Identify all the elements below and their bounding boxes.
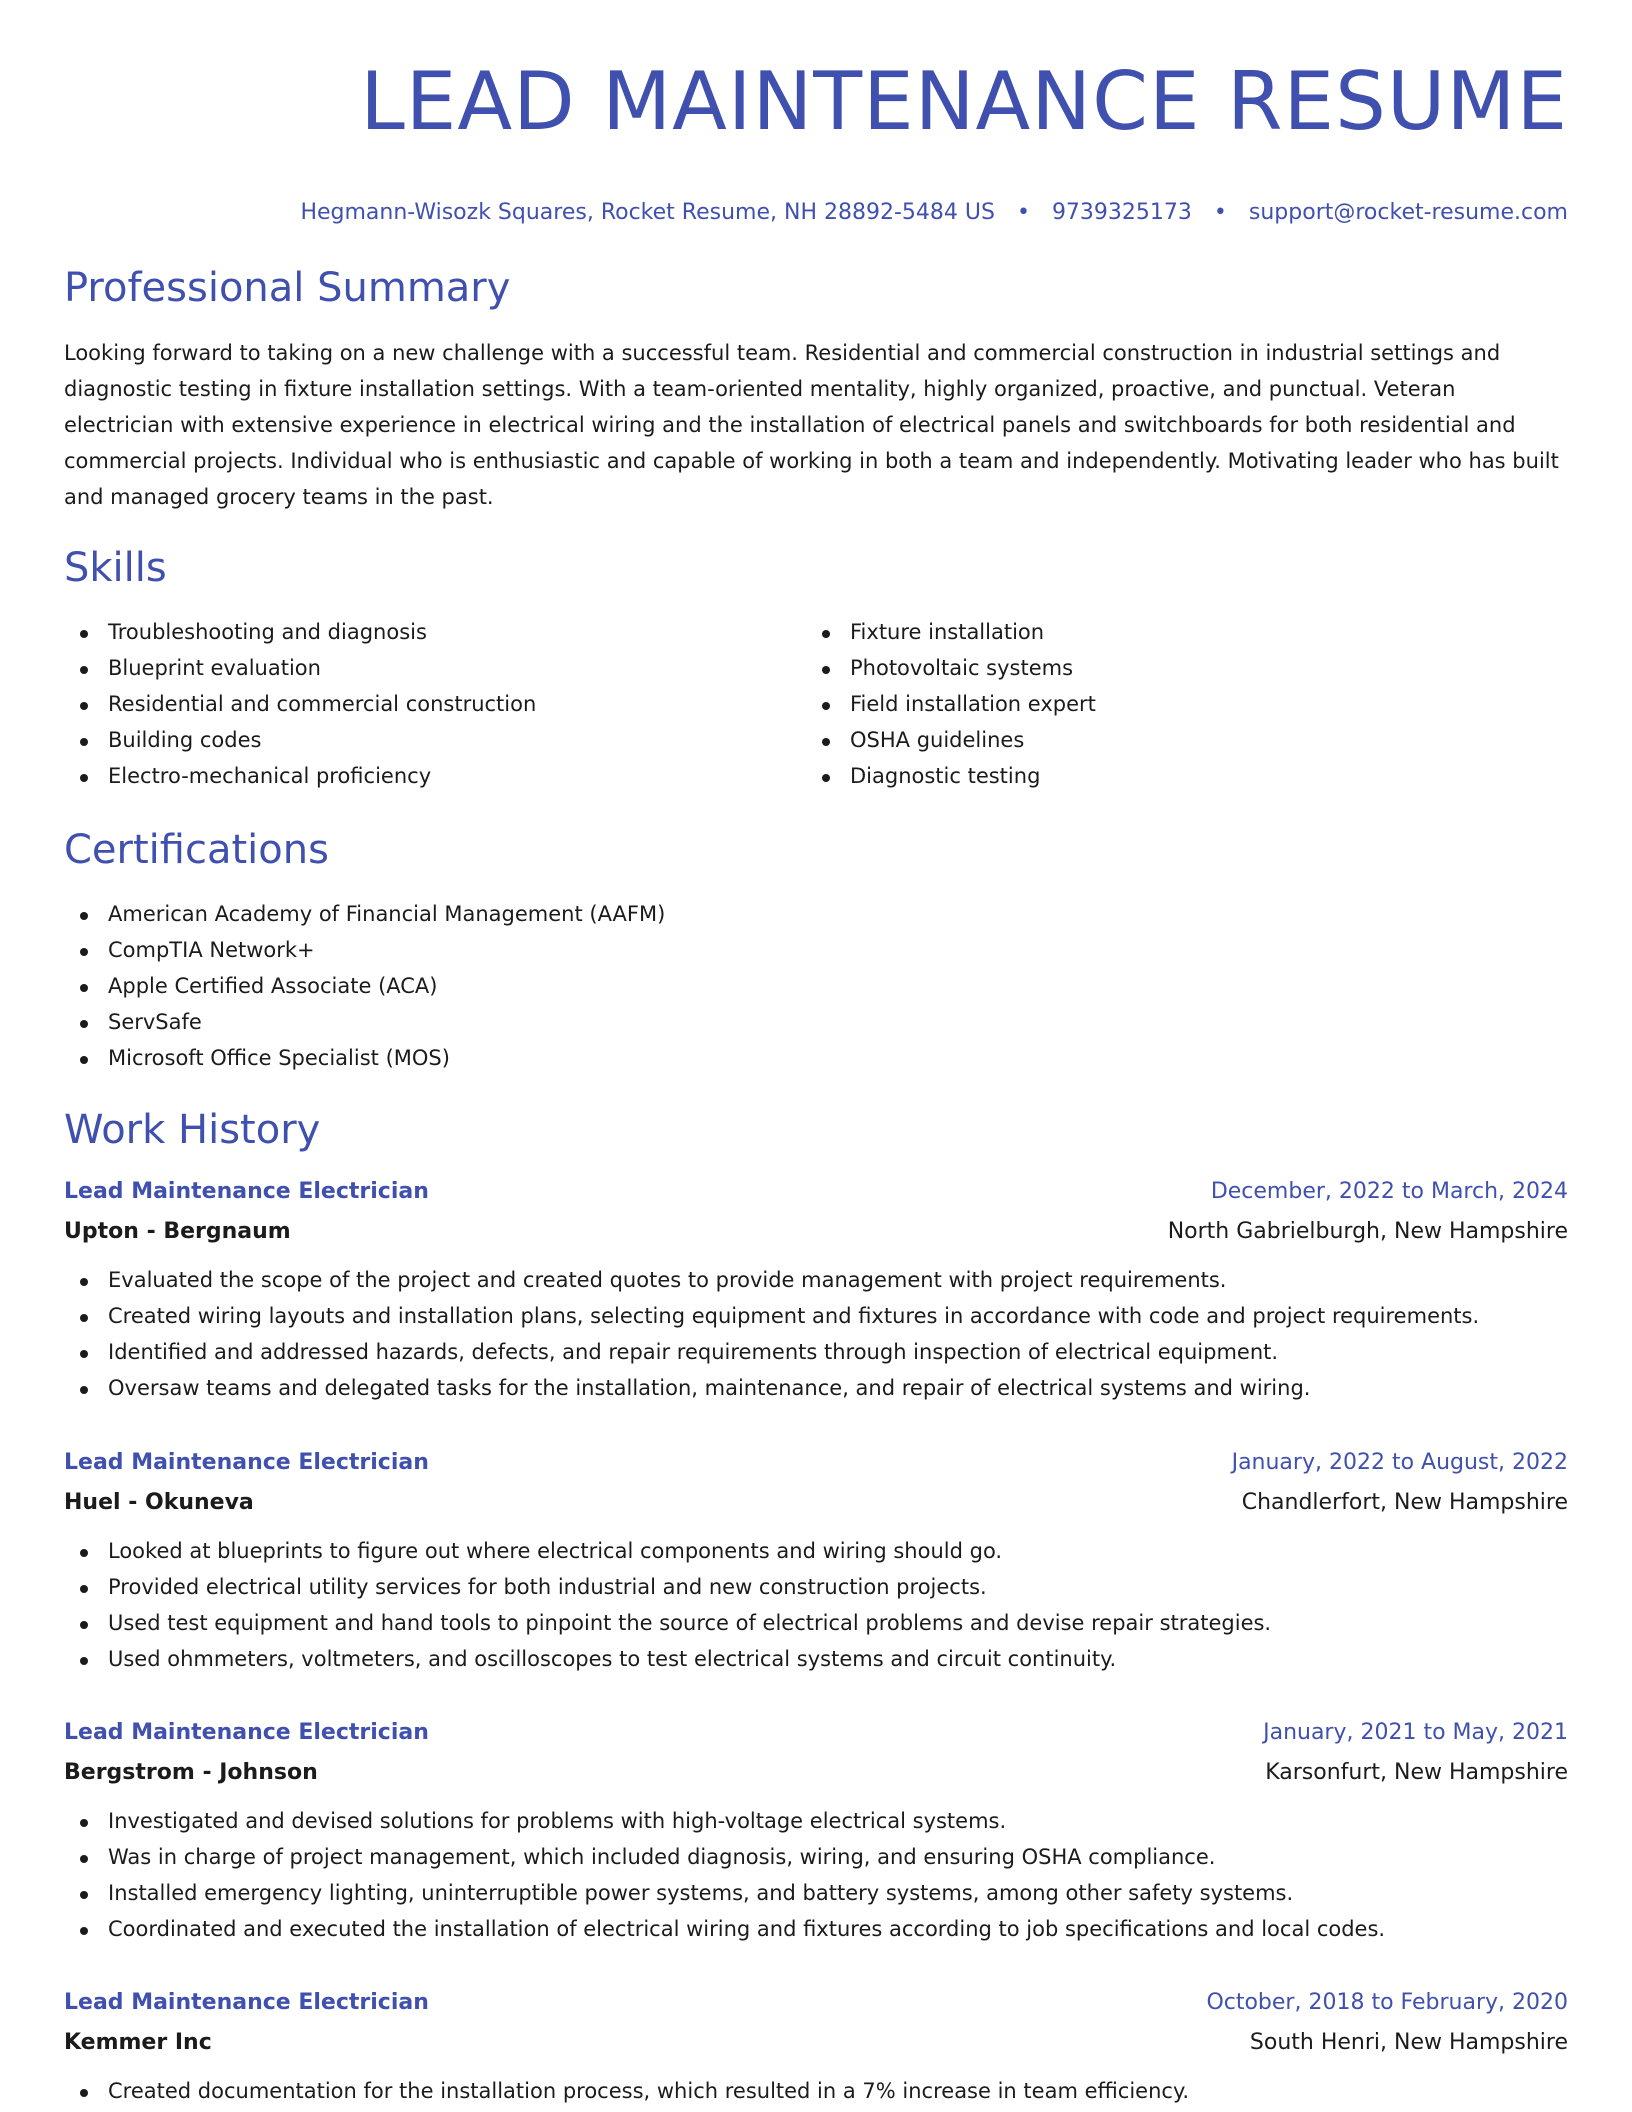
certification-item: Microsoft Office Specialist (MOS) [64, 1040, 1568, 1076]
work-history-heading: Work History [64, 1107, 321, 1153]
job-dates: January, 2022 to August, 2022 [1231, 1450, 1568, 1475]
certification-item: ServSafe [64, 1004, 1568, 1040]
skill-item: Diagnostic testing [806, 758, 1548, 794]
certification-item: Apple Certified Associate (ACA) [64, 968, 1568, 1004]
job-location: North Gabrielburgh, New Hampshire [1167, 1219, 1568, 1244]
job-bullet: Investigated and devised solutions for problems with high-voltage electrical systems. [64, 1803, 1568, 1839]
summary-text: Looking forward to taking on a new challenge with a successful team. Residential and commercial construction in industrial settings and diagnostic testing in fixture installation settings. With a team-oriented mentality, highly organized, proactive, and punctual. Veteran electrician with extensive experience in electrical wiring and the installation of electrical panels and switchboards for both residential and commercial projects. Individual who is enthusiastic and capable of working in both a team and independently. Motivating leader who has built and managed grocery teams in the past. [64, 341, 1559, 509]
job-bullet: Was in charge of project management, which included diagnosis, wiring, and ensuring OSHA compliance. [64, 1839, 1568, 1875]
job-role: Lead Maintenance Electrician [64, 1450, 429, 1475]
job-company: Bergstrom - Johnson [64, 1760, 318, 1785]
skill-item: Photovoltaic systems [806, 650, 1548, 686]
job-header [64, 1987, 1568, 2019]
job-bullets [64, 1262, 1568, 1406]
skills-heading: Skills [64, 545, 167, 591]
contact-separator: • [1016, 200, 1030, 225]
job-bullet: Evaluated the scope of the project and created quotes to provide management with project requirements. [64, 1262, 1568, 1298]
job-dates: December, 2022 to March, 2024 [1210, 1179, 1568, 1204]
certifications-list [64, 896, 1568, 1076]
job-subheader [64, 1757, 1568, 1789]
job-dates: October, 2018 to February, 2020 [1206, 1990, 1568, 2015]
skills-column-right [806, 614, 1548, 794]
job-company: Kemmer Inc [64, 2030, 212, 2055]
job-subheader [64, 1487, 1568, 1519]
contact-separator: • [1213, 200, 1227, 225]
resume-page [64, 0, 1568, 2103]
job-role: Lead Maintenance Electrician [64, 1720, 429, 1745]
skill-item: Fixture installation [806, 614, 1548, 650]
job-entry [64, 1987, 1568, 2109]
job-location: South Henri, New Hampshire [1249, 2030, 1568, 2055]
job-role: Lead Maintenance Electrician [64, 1990, 429, 2015]
job-location: Karsonfurt, New Hampshire [1265, 1760, 1568, 1785]
skill-item: Building codes [64, 722, 806, 758]
skill-item: OSHA guidelines [806, 722, 1548, 758]
certifications-heading: Certifications [64, 827, 329, 873]
job-company: Upton - Bergnaum [64, 1219, 291, 1244]
job-bullet: Identified and addressed hazards, defects, and repair requirements through inspection of electrical equipment. [64, 1334, 1568, 1370]
skill-item: Troubleshooting and diagnosis [64, 614, 806, 650]
certifications-block [64, 896, 1568, 1076]
job-entry [64, 1717, 1568, 1947]
job-bullets [64, 1533, 1568, 1677]
job-bullet: Created wiring layouts and installation plans, selecting equipment and fixtures in accordance with code and project requirements. [64, 1298, 1568, 1334]
contact-email[interactable]: support@rocket-resume.com [1248, 200, 1568, 225]
job-header [64, 1447, 1568, 1479]
job-location: Chandlerfort, New Hampshire [1241, 1490, 1568, 1515]
skill-item: Blueprint evaluation [64, 650, 806, 686]
contact-phone: 9739325173 [1051, 200, 1192, 225]
job-entry [64, 1176, 1568, 1406]
job-bullet: Installed emergency lighting, uninterruptible power systems, and battery systems, among other safety systems. [64, 1875, 1568, 1911]
job-company: Huel - Okuneva [64, 1490, 254, 1515]
job-bullet: Looked at blueprints to figure out where electrical components and wiring should go. [64, 1533, 1568, 1569]
job-subheader [64, 2027, 1568, 2059]
job-bullet: Coordinated and executed the installation of electrical wiring and fixtures according to job specifications and local codes. [64, 1911, 1568, 1947]
skills-column-left [64, 614, 806, 794]
resume-title: LEAD MAINTENANCE RESUME [360, 55, 1568, 148]
skills-list-left [64, 614, 806, 794]
job-bullet: Used test equipment and hand tools to pinpoint the source of electrical problems and devise repair strategies. [64, 1605, 1568, 1641]
job-header [64, 1717, 1568, 1749]
certification-item: American Academy of Financial Management (AAFM) [64, 896, 1568, 932]
job-bullet: Used ohmmeters, voltmeters, and oscilloscopes to test electrical systems and circuit continuity. [64, 1641, 1568, 1677]
skills-grid [64, 614, 1568, 794]
certification-item: CompTIA Network+ [64, 932, 1568, 968]
contact-line [64, 198, 1568, 228]
skill-item: Electro-mechanical proficiency [64, 758, 806, 794]
skill-item: Residential and commercial construction [64, 686, 806, 722]
job-bullet: Oversaw teams and delegated tasks for the installation, maintenance, and repair of electrical systems and wiring. [64, 1370, 1568, 1406]
job-bullets [64, 2073, 1568, 2109]
skills-list-right [806, 614, 1548, 794]
job-dates: January, 2021 to May, 2021 [1263, 1720, 1568, 1745]
job-bullet: Provided electrical utility services for both industrial and new construction projects. [64, 1569, 1568, 1605]
job-subheader [64, 1216, 1568, 1248]
job-bullets [64, 1803, 1568, 1947]
job-header [64, 1176, 1568, 1208]
skill-item: Field installation expert [806, 686, 1548, 722]
job-entry [64, 1447, 1568, 1677]
job-bullet: Created documentation for the installation process, which resulted in a 7% increase in team efficiency. [64, 2073, 1568, 2109]
job-role: Lead Maintenance Electrician [64, 1179, 429, 1204]
contact-address: Hegmann-Wisozk Squares, Rocket Resume, NH 28892-5484 US [300, 200, 995, 225]
summary-heading: Professional Summary [64, 265, 511, 311]
